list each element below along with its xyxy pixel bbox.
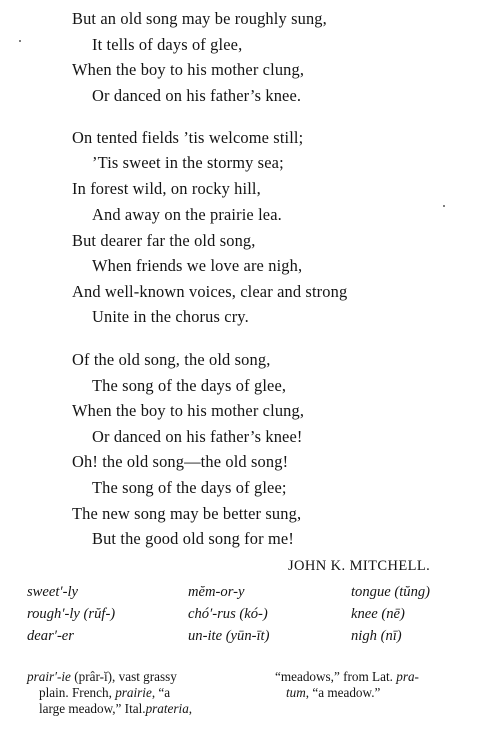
footnote-word: pra- (396, 669, 419, 684)
footnote-word: tum (286, 685, 306, 700)
poem-line: When friends we love are nigh, (92, 256, 303, 275)
footnote-text: , “a (151, 685, 171, 700)
poem-line: And well-known voices, clear and strong (72, 282, 348, 301)
footnote-text: large meadow,” Ital. (39, 701, 146, 716)
footnote-text: “meadows,” from Lat. (275, 669, 393, 684)
glossary-entry: dear′-er (27, 628, 74, 644)
print-speck (443, 205, 445, 207)
glossary-entry: knee (nē) (351, 606, 405, 622)
footnote-left-line (39, 684, 170, 701)
footnote-text: plain. French, (39, 685, 112, 700)
poem-line: The new song may be better sung, (72, 504, 302, 523)
footnote-word: prairie (115, 685, 152, 700)
poem-line: And away on the prairie lea. (92, 205, 282, 224)
glossary-entry: rough′-ly (rŭf-) (27, 606, 116, 622)
footnote-pronunciation: (prâr-ĭ) (74, 669, 113, 684)
glossary-entry: un-ite (yūn-īt) (188, 628, 270, 644)
poem-line: ’Tis sweet in the stormy sea; (92, 153, 284, 172)
footnote-term: prair′-ie (27, 669, 71, 684)
footnote-word: prateria (145, 701, 189, 716)
poem-line: Unite in the chorus cry. (92, 307, 249, 326)
poem-line: It tells of days of glee, (92, 35, 243, 54)
poem-line: Or danced on his father’s knee! (92, 427, 303, 446)
poem-line: The song of the days of glee, (92, 376, 287, 395)
glossary-entry: nigh (nī) (351, 628, 402, 644)
print-speck (19, 40, 21, 42)
glossary-entry: tongue (tŭng) (351, 584, 431, 600)
poem-line: In forest wild, on rocky hill, (72, 179, 261, 198)
glossary-entry: chó′-rus (kó-) (188, 606, 268, 622)
poem-line: Or danced on his father’s knee. (92, 86, 302, 105)
poem-line: When the boy to his mother clung, (72, 60, 305, 79)
poem-line: The song of the days of glee; (92, 478, 287, 497)
footnote-right-line (275, 668, 419, 685)
author-attribution: JOHN K. MITCHELL. (288, 558, 431, 574)
poem-line: Of the old song, the old song, (72, 350, 271, 369)
footnote-text: , vast grassy (112, 669, 177, 684)
glossary-entry: mĕm-or-y (188, 584, 245, 600)
poem-line: On tented fields ’tis welcome still; (72, 128, 304, 147)
poem-line: But an old song may be roughly sung, (72, 9, 327, 28)
poem-line: But the good old song for me! (92, 529, 294, 548)
poem-line: Oh! the old song—the old song! (72, 452, 289, 471)
footnote-left-line (39, 700, 192, 717)
glossary-entry: sweet′-ly (27, 584, 79, 600)
footnote-right-line (286, 684, 380, 701)
footnote-text: , (188, 701, 193, 716)
poem-line: When the boy to his mother clung, (72, 401, 305, 420)
poem-line: But dearer far the old song, (72, 231, 256, 250)
footnote-text: , “a meadow.” (305, 685, 381, 700)
footnote-left-line (27, 668, 177, 685)
